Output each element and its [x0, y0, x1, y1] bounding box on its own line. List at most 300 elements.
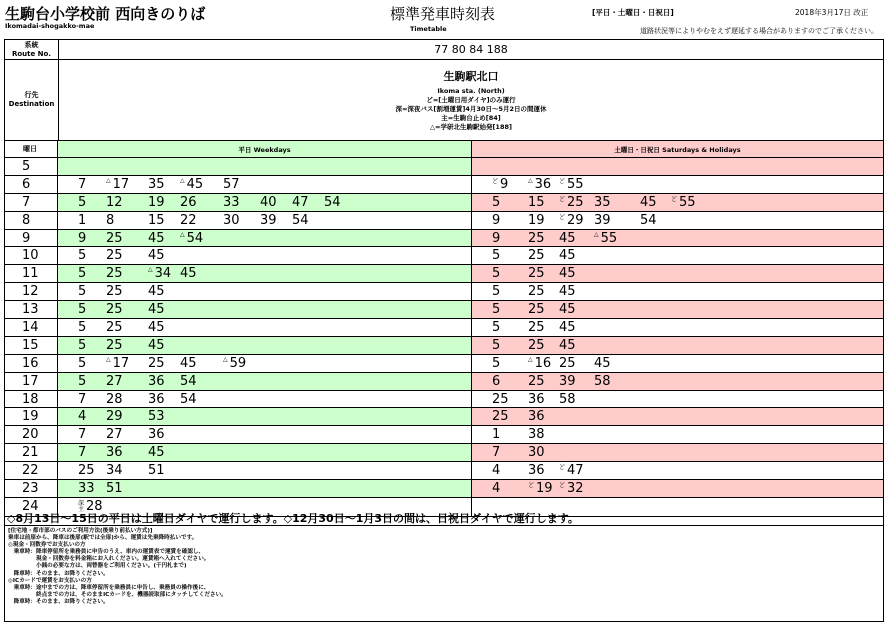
- route-value: [59, 40, 883, 59]
- table-row: [5, 391, 883, 409]
- table-row: [5, 408, 883, 426]
- weekday-cell: [58, 462, 472, 479]
- hour-cell: 5: [5, 158, 58, 175]
- minute-value: 39: [594, 212, 611, 228]
- minute-value: 47: [292, 194, 309, 210]
- table-row: [5, 230, 883, 248]
- minute-value: 45: [148, 248, 165, 264]
- departure-minute: [528, 355, 551, 372]
- trip-mark: △: [180, 230, 185, 238]
- minute-value: 34: [106, 463, 123, 479]
- hour-cell: 16: [5, 355, 58, 372]
- weekday-cell: [58, 301, 472, 318]
- minute-value: 5: [492, 194, 501, 210]
- departure-minute: [492, 247, 500, 264]
- departure-minute: [78, 265, 86, 282]
- departure-minute: [559, 319, 576, 336]
- fare-line: 降車時：そのまま、お降りください。: [8, 598, 109, 605]
- hour-cell: 19: [5, 408, 58, 425]
- hour-cell: 23: [5, 480, 58, 497]
- departure-minute: [640, 212, 657, 229]
- saturday-cell: [472, 158, 883, 175]
- minute-value: 5: [78, 194, 87, 210]
- departure-minute: [148, 176, 165, 193]
- hour-cell: 17: [5, 373, 58, 390]
- departure-minute: [106, 230, 123, 247]
- departure-minute: [559, 194, 584, 211]
- departure-minute: [559, 283, 576, 300]
- minute-value: 5: [492, 284, 501, 300]
- destination-name: 生駒駅北口: [443, 70, 499, 83]
- departure-minute: [78, 283, 86, 300]
- departure-minute: [148, 265, 171, 282]
- departure-minute: [528, 230, 545, 247]
- departure-minute: [559, 212, 584, 229]
- minute-value: 25: [528, 248, 545, 264]
- minute-value: 25: [528, 230, 545, 246]
- departure-minute: [106, 391, 123, 408]
- minute-value: 59: [229, 355, 247, 371]
- destination-value: [59, 60, 883, 140]
- trip-mark: ど: [559, 177, 566, 185]
- table-row: [5, 480, 883, 498]
- weekday-cell: [58, 194, 472, 211]
- trip-mark: △: [223, 355, 228, 363]
- hour-cell: 20: [5, 426, 58, 443]
- departure-minute: [559, 355, 576, 372]
- departure-minute: [223, 355, 246, 372]
- minute-value: 32: [567, 480, 584, 496]
- departure-minute: [148, 426, 165, 443]
- destination-label: [5, 60, 59, 140]
- route-row: [5, 40, 883, 60]
- minute-value: 5: [492, 248, 501, 264]
- departure-minute: [78, 426, 86, 443]
- table-row: [5, 462, 883, 480]
- minute-value: 9: [78, 230, 87, 246]
- departure-minute: [78, 176, 86, 193]
- minute-value: 39: [559, 373, 576, 389]
- departure-minute: [78, 337, 86, 354]
- departure-minute: [528, 265, 545, 282]
- trip-mark: △: [528, 355, 533, 363]
- minute-value: 27: [106, 373, 123, 389]
- trip-mark: ど: [559, 213, 566, 221]
- departure-minute: [148, 355, 165, 372]
- trip-mark: ど: [492, 177, 499, 185]
- minute-value: 38: [528, 427, 545, 443]
- hour-cell: 6: [5, 176, 58, 193]
- minute-value: 5: [78, 337, 87, 353]
- departure-minute: [492, 480, 500, 497]
- departure-minute: [594, 212, 611, 229]
- table-row: [5, 301, 883, 319]
- minute-value: 29: [567, 212, 584, 228]
- minute-value: 54: [292, 212, 309, 228]
- minute-value: 54: [186, 230, 204, 246]
- departure-minute: [78, 247, 86, 264]
- departure-minute: [223, 194, 240, 211]
- minute-value: 25: [106, 266, 123, 282]
- minute-value: 58: [559, 391, 576, 407]
- departure-minute: [223, 176, 240, 193]
- table-row: [5, 194, 883, 212]
- minute-value: 25: [528, 373, 545, 389]
- minute-value: 5: [492, 355, 501, 371]
- departure-minute: [292, 194, 309, 211]
- trip-mark: ど: [528, 481, 535, 489]
- minute-value: 12: [106, 194, 123, 210]
- fare-line: 乗車時：降車停留所を乗務員に申告のうえ、車内の運賃表で運賃を確認し、: [8, 549, 205, 556]
- weekday-cell: [58, 426, 472, 443]
- weekday-cell: [58, 355, 472, 372]
- departure-minute: [492, 426, 500, 443]
- saturday-cell: [472, 426, 883, 443]
- departure-minute: [528, 319, 545, 336]
- minute-value: 25: [492, 391, 509, 407]
- departure-minute: [492, 212, 500, 229]
- minute-value: 5: [78, 284, 87, 300]
- hour-cell: 18: [5, 391, 58, 408]
- trip-mark: 深 主: [78, 499, 85, 513]
- table-row: [5, 176, 883, 194]
- trip-mark: △: [148, 266, 153, 274]
- saturday-cell: [472, 194, 883, 211]
- hour-cell: 8: [5, 212, 58, 229]
- minute-value: 40: [260, 194, 277, 210]
- weekday-cell: [58, 176, 472, 193]
- departure-minute: [106, 426, 123, 443]
- minute-value: 19: [148, 194, 165, 210]
- departure-minute: [106, 176, 129, 193]
- departure-minute: [528, 176, 551, 193]
- minute-value: 7: [492, 445, 501, 461]
- minute-value: 54: [324, 194, 341, 210]
- departure-minute: [492, 337, 500, 354]
- saturday-cell: [472, 230, 883, 247]
- route-label-en: Route No.: [11, 49, 52, 58]
- table-row: [5, 158, 883, 176]
- minute-value: 39: [260, 212, 277, 228]
- departure-minute: [594, 373, 611, 390]
- minute-value: 25: [528, 284, 545, 300]
- weekday-cell: [58, 480, 472, 497]
- departure-minute: [528, 444, 545, 461]
- departure-minute: [78, 301, 86, 318]
- departure-minute: [528, 194, 545, 211]
- departure-minute: [106, 301, 123, 318]
- departure-minute: [559, 480, 584, 497]
- departure-minute: [492, 373, 500, 390]
- delay-notice: 道路状況等によりやむをえず遅延する場合がありますのでご了承ください。: [640, 27, 878, 35]
- departure-minute: [492, 319, 500, 336]
- departure-minute: [180, 176, 203, 193]
- hour-cell: 10: [5, 247, 58, 264]
- minute-value: 45: [180, 355, 197, 371]
- minute-value: 45: [148, 302, 165, 318]
- departure-minute: [78, 391, 86, 408]
- departure-minute: [528, 426, 545, 443]
- departure-minute: [528, 373, 545, 390]
- saturday-cell: [472, 391, 883, 408]
- minute-value: 6: [492, 373, 501, 389]
- table-row: [5, 373, 883, 391]
- departure-minute: [559, 337, 576, 354]
- saturday-cell: [472, 373, 883, 390]
- departure-minute: [528, 301, 545, 318]
- minute-value: 45: [148, 284, 165, 300]
- minute-value: 57: [223, 176, 240, 192]
- departure-minute: [559, 265, 576, 282]
- saturday-cell: [472, 355, 883, 372]
- minute-value: 58: [594, 373, 611, 389]
- departure-minute: [559, 176, 584, 193]
- hour-cell: 15: [5, 337, 58, 354]
- minute-value: 5: [78, 266, 87, 282]
- departure-minute: [594, 230, 617, 247]
- departure-minute: [106, 319, 123, 336]
- departure-minute: [528, 391, 545, 408]
- departure-minute: [594, 194, 611, 211]
- minute-value: 35: [148, 176, 165, 192]
- minute-value: 54: [180, 391, 197, 407]
- departure-minute: [148, 247, 165, 264]
- departure-minute: [78, 462, 95, 479]
- hour-cell: 21: [5, 444, 58, 461]
- minute-value: 1: [78, 212, 87, 228]
- table-row: [5, 444, 883, 462]
- departure-minute: [180, 212, 197, 229]
- minute-value: 36: [106, 445, 123, 461]
- minute-value: 9: [492, 230, 501, 246]
- weekday-cell: [58, 230, 472, 247]
- hour-column-header: 曜日: [5, 141, 58, 157]
- departure-minute: [148, 230, 165, 247]
- page-title: 標準発車時刻表: [390, 5, 496, 23]
- fare-line: 小銭の必要な方は、両替器をご利用ください。(千円札まで): [8, 563, 187, 570]
- minute-value: 36: [148, 373, 165, 389]
- departure-minute: [559, 247, 576, 264]
- minute-value: 45: [559, 319, 576, 335]
- weekday-cell: [58, 212, 472, 229]
- minute-value: 25: [528, 302, 545, 318]
- minute-value: 55: [679, 194, 696, 210]
- minute-value: 45: [640, 194, 657, 210]
- minute-value: 19: [528, 212, 545, 228]
- departure-minute: [492, 391, 509, 408]
- saturday-cell: [472, 480, 883, 497]
- departure-minute: [148, 212, 165, 229]
- minute-value: 45: [148, 445, 165, 461]
- minute-value: 55: [567, 176, 584, 192]
- departure-minute: [78, 373, 86, 390]
- minute-value: 4: [492, 480, 501, 496]
- departure-minute: [148, 319, 165, 336]
- minute-value: 51: [106, 480, 123, 496]
- minute-value: 45: [559, 302, 576, 318]
- minute-value: 5: [492, 302, 501, 318]
- departure-minute: [106, 480, 123, 497]
- hour-cell: 11: [5, 265, 58, 282]
- table-row: [5, 319, 883, 337]
- saturday-cell: [472, 462, 883, 479]
- destination-label-ja: 行先: [24, 91, 39, 100]
- saturday-cell: [472, 301, 883, 318]
- minute-value: 36: [528, 463, 545, 479]
- stop-name-roman: Ikomadai-shogakko-mae: [5, 22, 95, 30]
- weekday-cell: [58, 444, 472, 461]
- minute-value: 25: [528, 337, 545, 353]
- departure-minute: [78, 444, 86, 461]
- minute-value: 45: [148, 319, 165, 335]
- fare-line: [住宅地・都市部のバスのご利用方法(後乗り前払い方式)]: [8, 528, 153, 534]
- departure-minute: [492, 301, 500, 318]
- destination-note: △=学研北生駒駅始発[188]: [430, 123, 512, 131]
- destination-note: 深=深夜バス[割増運賃]4月30日～5月2日の間運休: [395, 105, 547, 113]
- trip-mark: △: [106, 176, 111, 184]
- hour-cell: 24: [5, 498, 58, 516]
- departure-minute: [148, 194, 165, 211]
- departure-minute: [492, 176, 508, 193]
- departure-minute: [559, 301, 576, 318]
- minute-value: 5: [78, 248, 87, 264]
- minute-value: 25: [106, 337, 123, 353]
- departure-minute: [78, 230, 86, 247]
- minute-value: 15: [528, 194, 545, 210]
- minute-value: 9: [492, 212, 501, 228]
- minute-value: 25: [567, 194, 584, 210]
- departure-minute: [260, 194, 277, 211]
- departure-minute: [148, 301, 165, 318]
- departure-minute: [106, 265, 123, 282]
- departure-minute: [78, 194, 86, 211]
- minute-value: 45: [559, 284, 576, 300]
- departure-minute: [671, 194, 696, 211]
- stop-name: 生駒台小学校前 西向きのりば: [5, 5, 206, 23]
- hour-cell: 12: [5, 283, 58, 300]
- departure-minute: [106, 212, 114, 229]
- minute-value: 34: [154, 266, 172, 282]
- route-label: [5, 40, 59, 59]
- departure-minute: [180, 194, 197, 211]
- fare-line: ◎ICカードで運賃をお支払いの方: [8, 577, 92, 584]
- trip-mark: △: [528, 176, 533, 184]
- saturday-cell: [472, 337, 883, 354]
- operation-footnote: ◇8月13日～15日の平日は土曜日ダイヤで運行します。◇12月30日～1月3日の間は、日祝日ダイヤで運行します。: [4, 511, 884, 526]
- destination-name-en: Ikoma sta. (North): [437, 87, 505, 95]
- minute-value: 5: [78, 319, 87, 335]
- minute-value: 47: [567, 463, 584, 479]
- departure-minute: [106, 247, 123, 264]
- minute-value: 45: [559, 230, 576, 246]
- departure-minute: [492, 462, 500, 479]
- table-row: [5, 212, 883, 230]
- trip-mark: ど: [559, 195, 566, 203]
- table-row: [5, 283, 883, 301]
- departure-minute: [594, 355, 611, 372]
- grid-header-row: [5, 141, 883, 158]
- table-row: [5, 355, 883, 373]
- minute-value: 45: [594, 355, 611, 371]
- minute-value: 25: [106, 284, 123, 300]
- departure-minute: [559, 391, 576, 408]
- departure-minute: [559, 230, 576, 247]
- saturday-cell: [472, 444, 883, 461]
- minute-value: 25: [528, 266, 545, 282]
- minute-value: 1: [492, 427, 501, 443]
- minute-value: 7: [78, 445, 87, 461]
- table-row: [5, 426, 883, 444]
- saturday-cell: [472, 408, 883, 425]
- minute-value: 16: [534, 355, 552, 371]
- minute-value: 5: [492, 319, 501, 335]
- departure-minute: [106, 408, 123, 425]
- minute-value: 25: [106, 248, 123, 264]
- route-numbers: 77 80 84 188: [434, 43, 508, 56]
- departure-minute: [106, 194, 123, 211]
- saturday-column-header: 土曜日・日祝日 Saturdays & Holidays: [472, 141, 883, 157]
- minute-value: 36: [148, 391, 165, 407]
- departure-minute: [148, 462, 165, 479]
- minute-value: 53: [148, 409, 165, 425]
- departure-minute: [528, 283, 545, 300]
- minute-value: 25: [148, 355, 165, 371]
- minute-value: 5: [78, 355, 87, 371]
- trip-mark: ど: [559, 481, 566, 489]
- minute-value: 45: [148, 337, 165, 353]
- minute-value: 25: [106, 230, 123, 246]
- destination-note: 主=生駒台止め[84]: [441, 114, 501, 122]
- departure-minute: [78, 319, 86, 336]
- departure-minute: [528, 462, 545, 479]
- trip-mark: △: [106, 355, 111, 363]
- destination-row: [5, 60, 883, 140]
- minute-value: 5: [78, 373, 87, 389]
- saturday-cell: [472, 176, 883, 193]
- departure-minute: [528, 212, 545, 229]
- departure-minute: [492, 265, 500, 282]
- saturday-cell: [472, 212, 883, 229]
- page-subtitle: Timetable: [410, 25, 447, 33]
- departure-minute: [106, 462, 123, 479]
- route-info-table: [4, 39, 884, 141]
- trip-mark: △: [594, 230, 599, 238]
- fare-instructions: [4, 526, 884, 622]
- departure-minute: [106, 337, 123, 354]
- departure-minute: [180, 373, 197, 390]
- departure-minute: [559, 373, 576, 390]
- departure-minute: [223, 212, 240, 229]
- minute-value: 36: [534, 176, 552, 192]
- hour-cell: 9: [5, 230, 58, 247]
- minute-value: 27: [106, 427, 123, 443]
- departure-minute: [148, 373, 165, 390]
- departure-minute: [180, 230, 203, 247]
- weekday-cell: [58, 158, 472, 175]
- minute-value: 25: [78, 463, 95, 479]
- departure-minute: [148, 337, 165, 354]
- trip-mark: ど: [559, 464, 566, 472]
- minute-value: 45: [180, 266, 197, 282]
- minute-value: 54: [180, 373, 197, 389]
- minute-value: 25: [492, 409, 509, 425]
- minute-value: 17: [112, 355, 130, 371]
- minute-value: 36: [148, 427, 165, 443]
- minute-value: 7: [78, 427, 87, 443]
- minute-value: 45: [148, 230, 165, 246]
- weekday-cell: [58, 247, 472, 264]
- departure-minute: [78, 408, 86, 425]
